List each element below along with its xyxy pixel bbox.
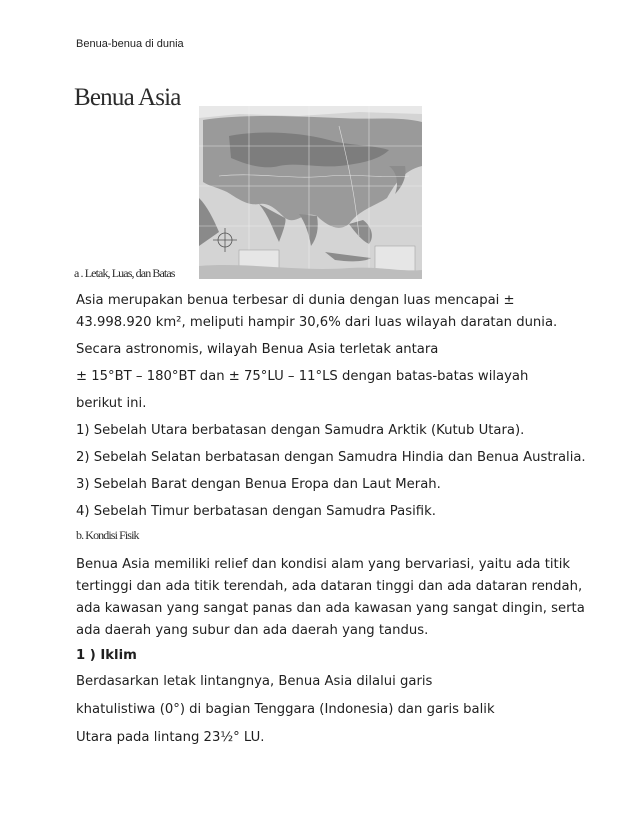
paragraph-line: Benua Asia memiliki relief dan kondisi alam yang bervariasi, yaitu ada titik [76,557,570,572]
paragraph-line: khatulistiwa (0°) di bagian Tenggara (Indonesia) dan garis balik [76,702,495,717]
boundary-item-north: 1) Sebelah Utara berbatasan dengan Samudra Arktik (Kutub Utara). [76,423,525,438]
paragraph-line: 43.998.920 km², meliputi hampir 30,6% dari luas wilayah daratan dunia. [76,315,558,330]
paragraph-line: berikut ini. [76,396,147,411]
paragraph-line: Berdasarkan letak lintangnya, Benua Asia dilalui garis [76,674,433,689]
boundary-item-south: 2) Sebelah Selatan berbatasan dengan Samudra Hindia dan Benua Australia. [76,450,586,465]
paragraph-line: Asia merupakan benua terbesar di dunia dengan luas mencapai ± [76,293,515,308]
asia-map-image [199,106,422,279]
paragraph-line: ± 15°BT – 180°BT dan ± 75°LU – 11°LS dengan batas-batas wilayah [76,369,529,384]
page-header: Benua-benua di dunia [76,38,184,50]
section-b-heading: b. Kondisi Fisik [76,528,139,542]
iklim-subheading: 1 ) Iklim [76,648,137,663]
boundary-item-west: 3) Sebelah Barat dengan Benua Eropa dan Laut Merah. [76,477,441,492]
page-title: Benua Asia [74,84,181,111]
paragraph-line: Utara pada lintang 23½° LU. [76,730,265,745]
paragraph-line: Secara astronomis, wilayah Benua Asia terletak antara [76,342,439,357]
paragraph-line: ada daerah yang subur dan ada daerah yang tandus. [76,623,429,638]
section-a-heading: a . Letak, Luas, dan Batas [74,266,175,280]
boundary-item-east: 4) Sebelah Timur berbatasan dengan Samudra Pasifik. [76,504,436,519]
paragraph-line: tertinggi dan ada titik terendah, ada dataran tinggi dan ada dataran rendah, [76,579,583,594]
paragraph-line: ada kawasan yang sangat panas dan ada kawasan yang sangat dingin, serta [76,601,585,616]
